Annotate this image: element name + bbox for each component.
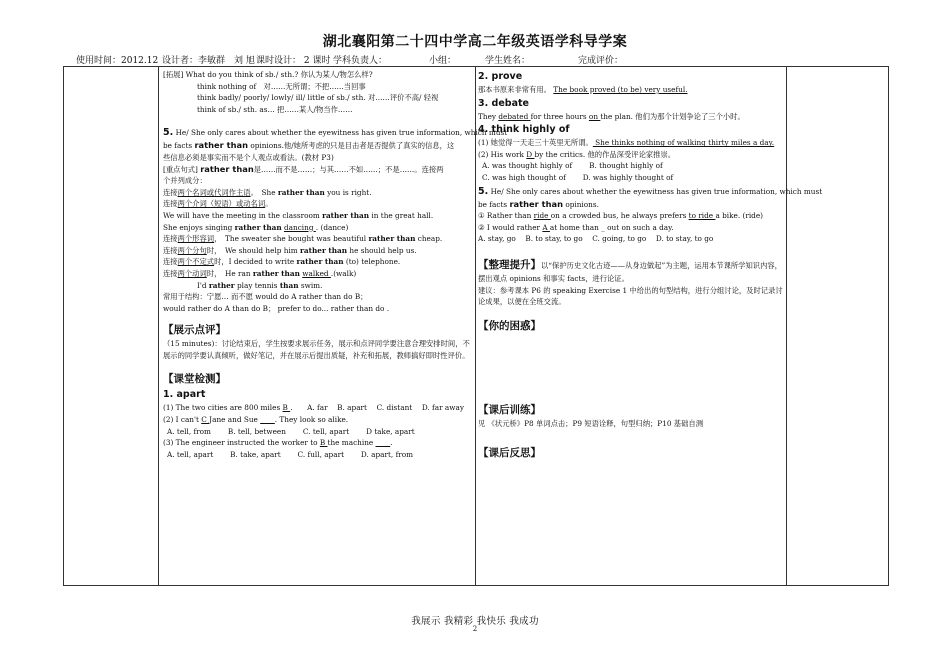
student-name-field: 学生姓名：: [485, 56, 531, 66]
example-tennis: I'd rather play tennis than swim.: [197, 280, 323, 290]
rule-adjectives: 连接两个形容词， The sweater she bought was beautiful rather than cheap.: [163, 234, 443, 244]
rule-preps: 连接两个介词（短语）或动名词。: [163, 199, 273, 209]
page-number: 2: [472, 625, 478, 633]
kehou-text: 见 《状元桥》P8 单词点击；P9 短语诠释，句型归纳；P10 基础自测: [478, 418, 703, 428]
key-pattern-2: 个并列成分：: [163, 176, 207, 186]
rule-clauses: 连接两个分句时， We should help him rather than he should help us.: [163, 245, 417, 255]
apart-q2-options: A. tell, from B. tell, between C. tell, apart D take, apart: [167, 426, 415, 436]
rule-nouns: 连接两个名词或代词作主语。 She rather than you is right.: [163, 187, 372, 197]
section-kunhuo: 【你的困惑】: [478, 319, 541, 332]
q5-line-1: 5. He/ She only cares about whether the eyewitness has given true information, which must: [163, 127, 508, 139]
apart-q3: (3) The engineer instructed the worker to B the machine ____.: [163, 438, 393, 448]
phrase-think-badly: think badly/ poorly/ lowly/ ill/ little of sb./ sth. 对……评价不高/ 轻视: [197, 93, 439, 103]
example-singing: She enjoys singing rather than dancing . (dance): [163, 222, 349, 232]
section-zhanshi: 【展示点评】: [163, 324, 226, 337]
r5-q2: ② I would rather A at home than _ out on such a day.: [478, 222, 674, 232]
apart-q3-options: A. tell, apart B. take, apart C. full, apart D. apart, from: [167, 449, 414, 459]
column-divider: [786, 67, 787, 585]
designer: 设计者：李敏群 刘 旭: [162, 56, 255, 66]
section-kehou: 【课后训练】: [478, 403, 541, 416]
use-time: 使用时间：2012.12: [76, 56, 159, 66]
prove-line: 那本书原来非常有用。 The book proved (to be) very useful.: [478, 85, 688, 94]
rule-infinitives: 连接两个不定式时，I decided to write rather than (to) telephone.: [163, 257, 401, 267]
column-divider: [475, 67, 476, 585]
apart-q1: (1) The two cities are 800 miles B . A. far B. apart C. distant D. far away: [163, 403, 464, 413]
footer-slogan: 我展示 我精彩 我快乐 我成功: [411, 616, 539, 627]
zhanshi-text: （15 minutes)：讨论结束后，学生按要求展示任务，展示和点评同学要注意合理安排时间，不展示的同学要认真倾听，做好笔记，并在展示后提出质疑，补充和拓展，教师搞好即时性评价。: [163, 339, 470, 360]
page-title: 湖北襄阳第二十四中学高二年级英语学科导学案: [322, 34, 628, 50]
debate-heading: 3. debate: [478, 97, 529, 109]
section-fansi: 【课后反思】: [478, 447, 541, 460]
apart-q2: (2) I can't C Jane and Sue ____. They look so alike.: [163, 415, 349, 425]
worksheet-table: [63, 66, 889, 586]
tuozhan-line: [拓展] What do you think of sb./ sth.? 你认为某人/物怎么样?: [163, 70, 373, 79]
think-q2: (2) His work D by the critics. 他的作品深受评论家推崇。: [478, 149, 676, 159]
jianyi-text: 建议：参考课本 P6 的 speaking Exercise 1 中给出的句型结构，进行分组讨论，及时记录讨论成果，以便在全班交流。: [478, 285, 783, 307]
r5-line-1: 5. He/ She only cares about whether the eyewitness has given true information, which must: [478, 185, 823, 197]
think-q2-options-2: C. was high thought of D. was highly thought of: [482, 172, 674, 182]
think-q2-options-1: A. was thought highly of B. thought highly of: [482, 161, 663, 171]
r5-line-2: be facts rather than opinions.: [478, 198, 599, 209]
key-pattern: [重点句式] rather than是……而不是……；与其……不如……；不是……。连接两: [163, 163, 444, 174]
common-structure: 常用于结构：宁愿… 而不愿 would do A rather than do B；: [163, 292, 368, 302]
subject-leader: 学科负责人：: [333, 56, 388, 66]
think-highly-heading: 4. think highly of: [478, 124, 570, 136]
r5-options: A. stay, go B. to stay, to go C. going, to go D. to stay, to go: [478, 234, 714, 244]
zhengli-block: 【整理提升】以“保护历史文化古迹——从身边做起”为主题，运用本节课所学知识内容，摆出观点 opinions 和事实 facts，进行论证。: [478, 258, 782, 283]
answer-blank: B: [319, 438, 328, 448]
think-q1: (1) 她觉得一天走三十英里无所谓。 She thinks nothing of walking thirty miles a day.: [478, 138, 775, 148]
common-structure-2: would rather do A than do B； prefer to do... rather than do .: [163, 303, 390, 313]
example-meeting: We will have the meeting in the classroom rather than in the great hall.: [163, 210, 434, 220]
phrase-think-as: think of sb./ sth. as… 把……某人/物当作……: [197, 104, 353, 114]
answer-blank: C: [201, 415, 210, 425]
answer-blank: dancing: [284, 222, 316, 232]
evaluation-field: 完成评价：: [578, 56, 624, 66]
group-field: 小组：: [429, 56, 457, 66]
phrase-think-nothing: think nothing of 对……无所谓；不把……当回事: [197, 81, 366, 91]
debate-line: They debated for three hours on the plan. 他们为那个计划争论了三个小时。: [478, 111, 745, 121]
r5-q1: ① Rather than ride on a crowded bus, he always prefers to ride a bike. (ride): [478, 211, 764, 221]
q5-line-2: be facts rather than opinions.他/她所考虑的只是目击者是否提供了真实的信息，这: [163, 140, 455, 151]
lesson-design: 课时设计： 2 课时: [256, 56, 331, 66]
rule-verbs: 连接两个动词时， He ran rather than walked .(walk): [163, 268, 357, 278]
answer-blank: B: [282, 403, 291, 413]
right-column: [478, 69, 823, 461]
prove-heading: 2. prove: [478, 71, 523, 82]
apart-heading: 1. apart: [163, 389, 206, 401]
column-divider: [158, 67, 159, 585]
answer-blank: walked: [302, 268, 331, 278]
section-ketang: 【课堂检测】: [163, 373, 226, 386]
q5-line-3: 些信息必须是事实而不是个人观点或看法。(教材 P3): [163, 152, 334, 162]
